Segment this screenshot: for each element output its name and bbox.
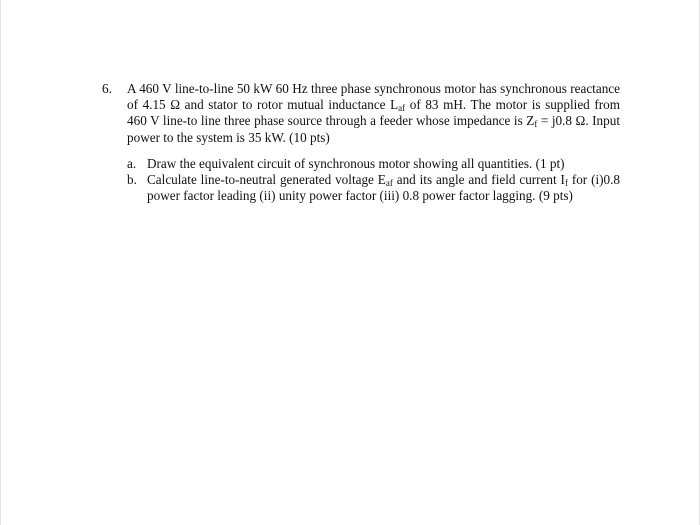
part-b-text: [147, 172, 620, 204]
stem-text-2: of 83 mH. The motor is supplied from 460 V line-to line three phase source through a feeder whose impedance is Z: [127, 97, 620, 129]
part-b-text-1: Calculate line-to-neutral generated voltage E: [147, 172, 386, 188]
part-b-label: b.: [127, 172, 137, 188]
part-b: [127, 172, 620, 204]
part-a-text-1: Draw the equivalent circuit of synchronous motor showing all quantities. (1 pt): [147, 155, 565, 171]
stem-subscript-f: f: [534, 119, 538, 130]
part-b-subscript-f: f: [564, 178, 568, 189]
question-stem: [127, 81, 620, 146]
part-b-subscript-af: af: [385, 178, 393, 189]
part-b-text-3: for (i)0.8 power factor leading (ii) unity power factor (iii) 0.8 power factor lagging. (9 pts): [147, 172, 621, 204]
stem-text-3: = j0.8 Ω. Input power to the system is 35 kW. (10 pts): [127, 113, 620, 145]
part-a: [127, 156, 620, 172]
question-stem-row: [102, 81, 620, 146]
question-6: [102, 81, 620, 204]
question-number: 6.: [102, 81, 112, 96]
question-parts: [127, 156, 620, 205]
part-b-text-2: and its angle and field current I: [392, 172, 565, 188]
part-a-text: [147, 156, 620, 172]
stem-subscript-af: af: [398, 103, 406, 114]
stem-text-1: A 460 V line-to-line 50 kW 60 Hz three phase synchronous motor has synchronous reactance of 4.15 Ω and stator to rotor mutual inductance L: [127, 81, 620, 113]
part-a-label: a.: [127, 155, 137, 171]
